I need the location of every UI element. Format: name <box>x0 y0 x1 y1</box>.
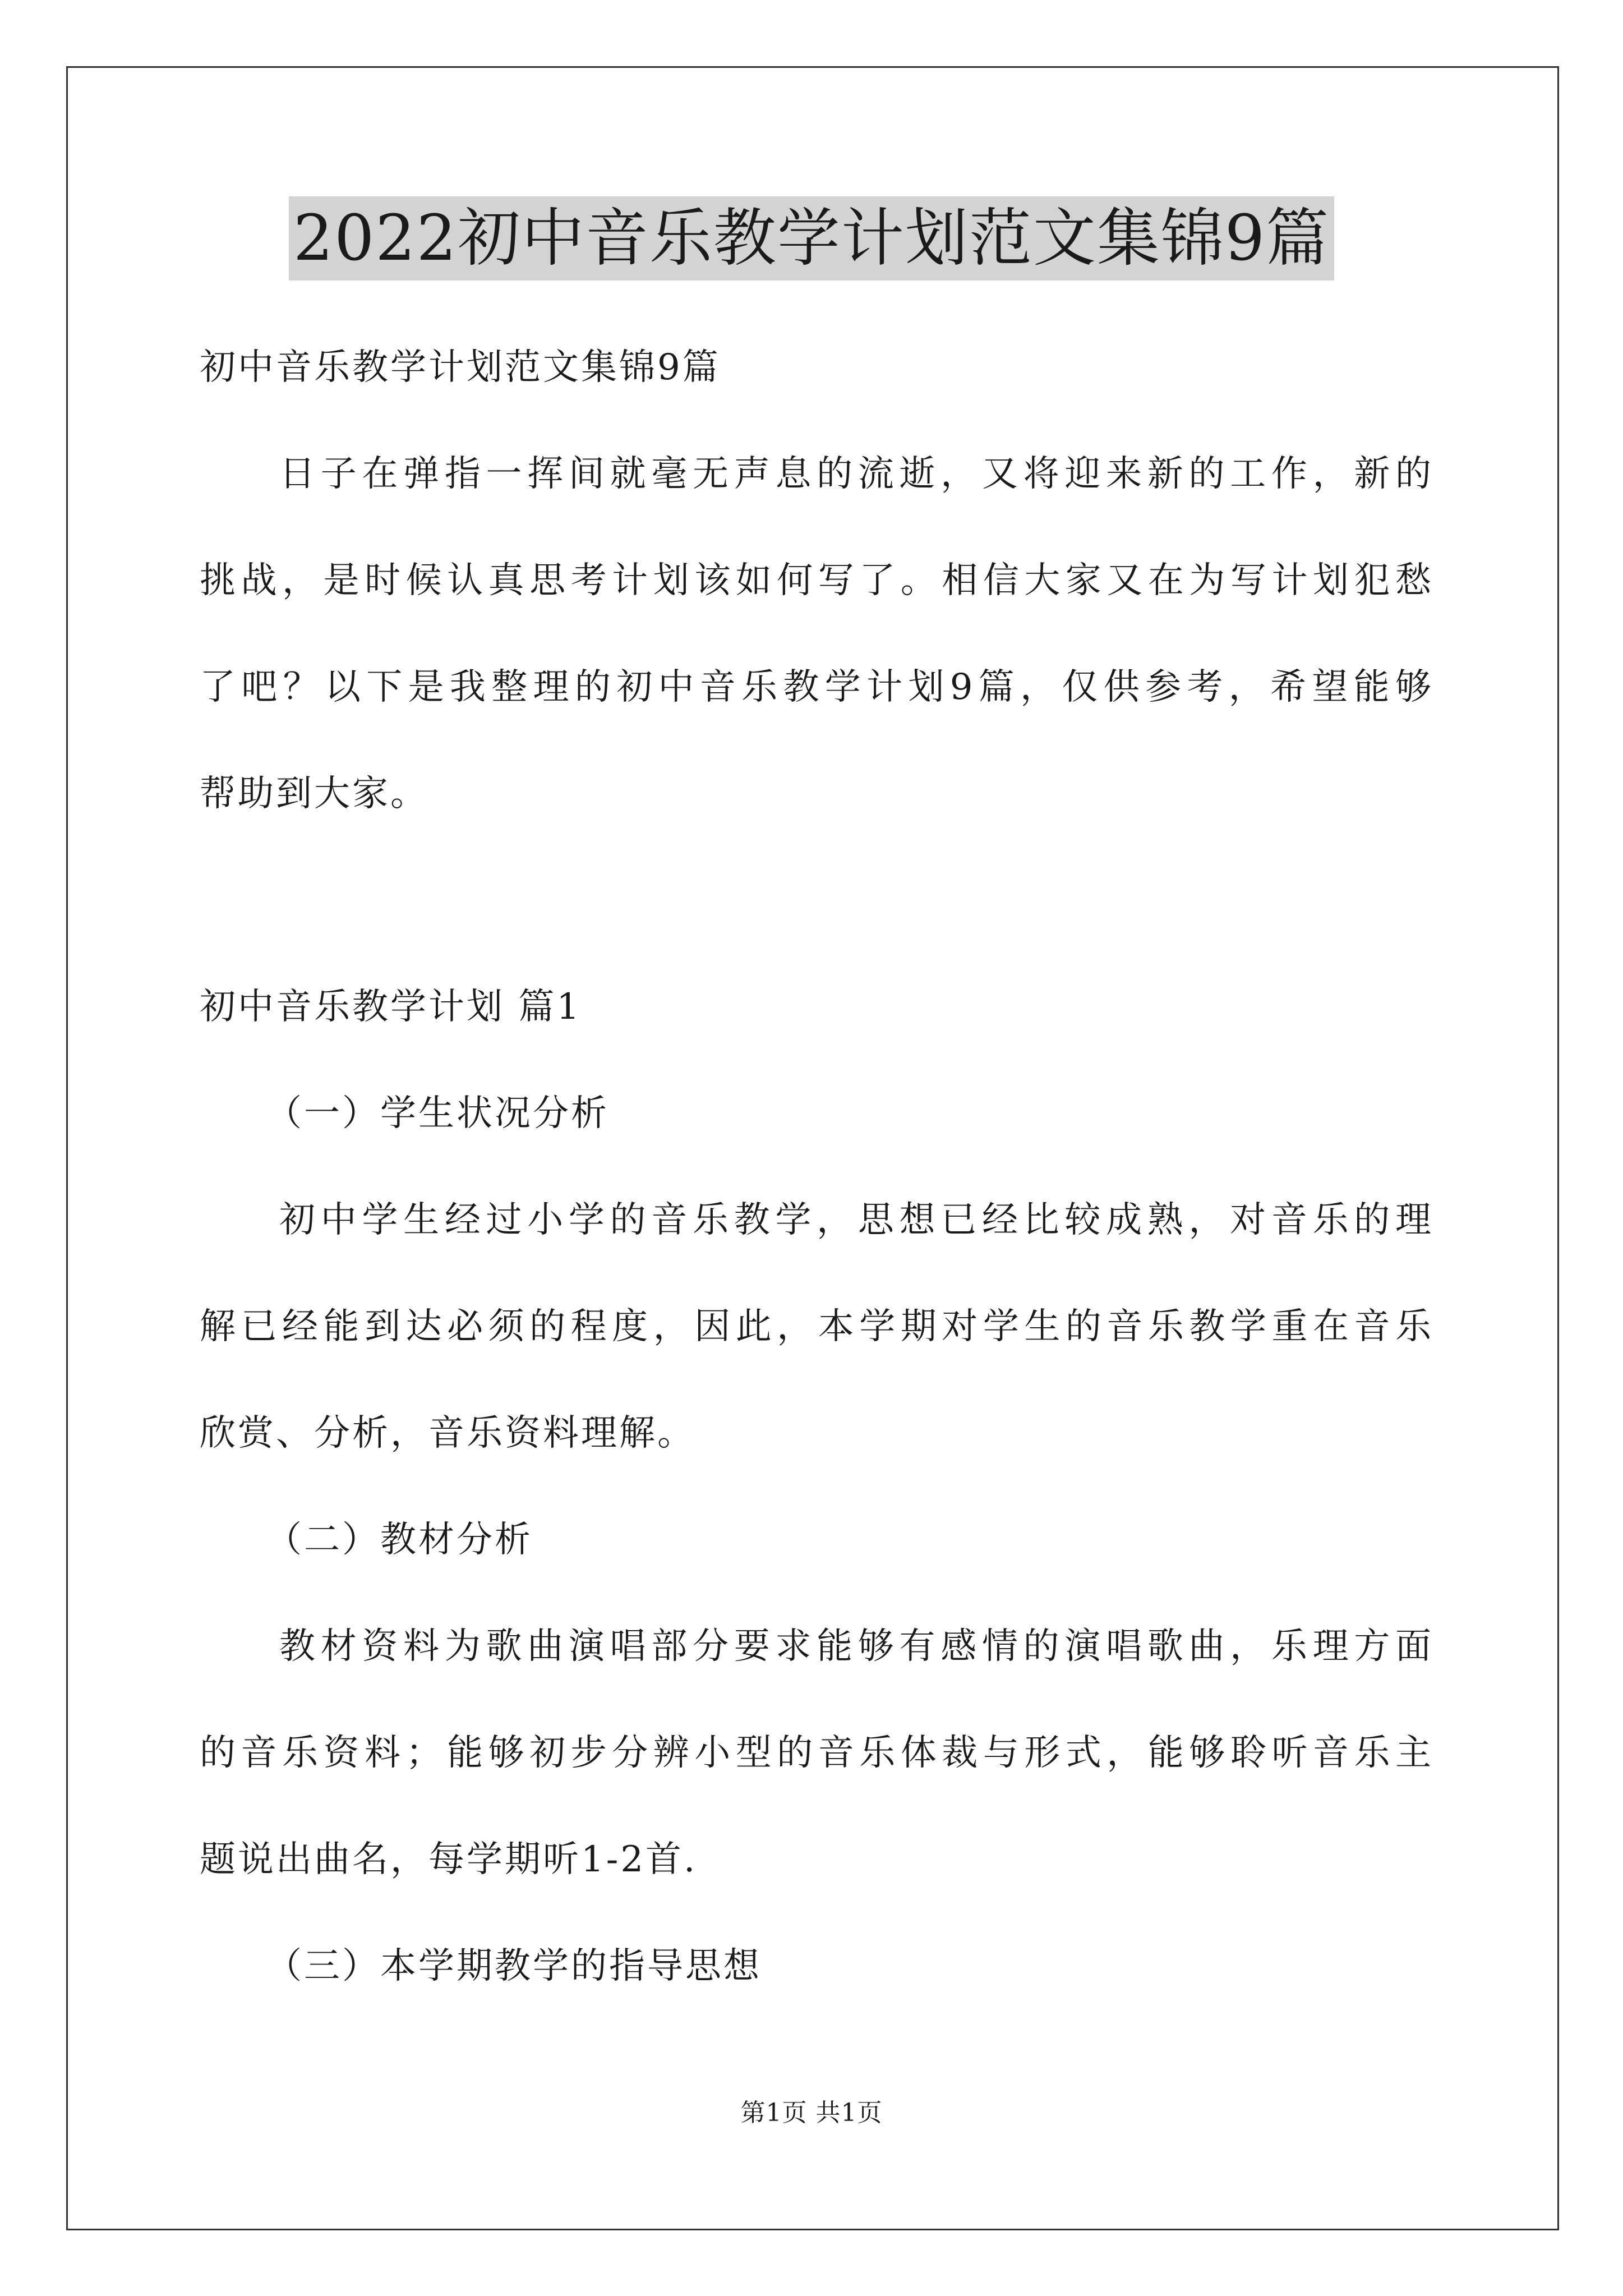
blank-line <box>200 847 1433 954</box>
para-1-line-3: 欣赏、分析，音乐资料理解。 <box>200 1412 695 1454</box>
intro-line-1: 日子在弹指一挥间就毫无声息的流逝，又将迎来新的工作，新的 <box>279 453 1433 495</box>
para-2-line-3: 题说出曲名，每学期听1-2首. <box>200 1839 698 1880</box>
title-container <box>0 196 1623 280</box>
document-subtitle: 初中音乐教学计划范文集锦9篇 <box>200 347 721 388</box>
subsection-heading-3: （三）本学期教学的指导思想 <box>266 1945 762 1987</box>
para-2-line-2: 的音乐资料；能够初步分辨小型的音乐体裁与形式，能够聆听音乐主 <box>200 1732 1433 1774</box>
subsection-heading-2: （二）教材分析 <box>266 1519 533 1561</box>
intro-line-4: 帮助到大家。 <box>200 773 428 815</box>
intro-line-3: 了吧？以下是我整理的初中音乐教学计划9篇，仅供参考，希望能够 <box>200 666 1433 708</box>
page-footer: 第1页 共1页 <box>740 2099 883 2127</box>
document-body <box>200 314 1433 2019</box>
intro-line-2: 挑战，是时候认真思考计划该如何写了。相信大家又在为写计划犯愁 <box>200 560 1433 601</box>
subsection-heading-1: （一）学生状况分析 <box>266 1093 609 1134</box>
para-1-line-1: 初中学生经过小学的音乐教学，思想已经比较成熟，对音乐的理 <box>279 1199 1433 1241</box>
para-2-line-1: 教材资料为歌曲演唱部分要求能够有感情的演唱歌曲，乐理方面 <box>279 1626 1433 1667</box>
para-1-line-2: 解已经能到达必须的程度，因此，本学期对学生的音乐教学重在音乐 <box>200 1306 1433 1347</box>
document-title: 2022初中音乐教学计划范文集锦9篇 <box>289 196 1334 280</box>
section-heading: 初中音乐教学计划 篇1 <box>200 986 582 1028</box>
